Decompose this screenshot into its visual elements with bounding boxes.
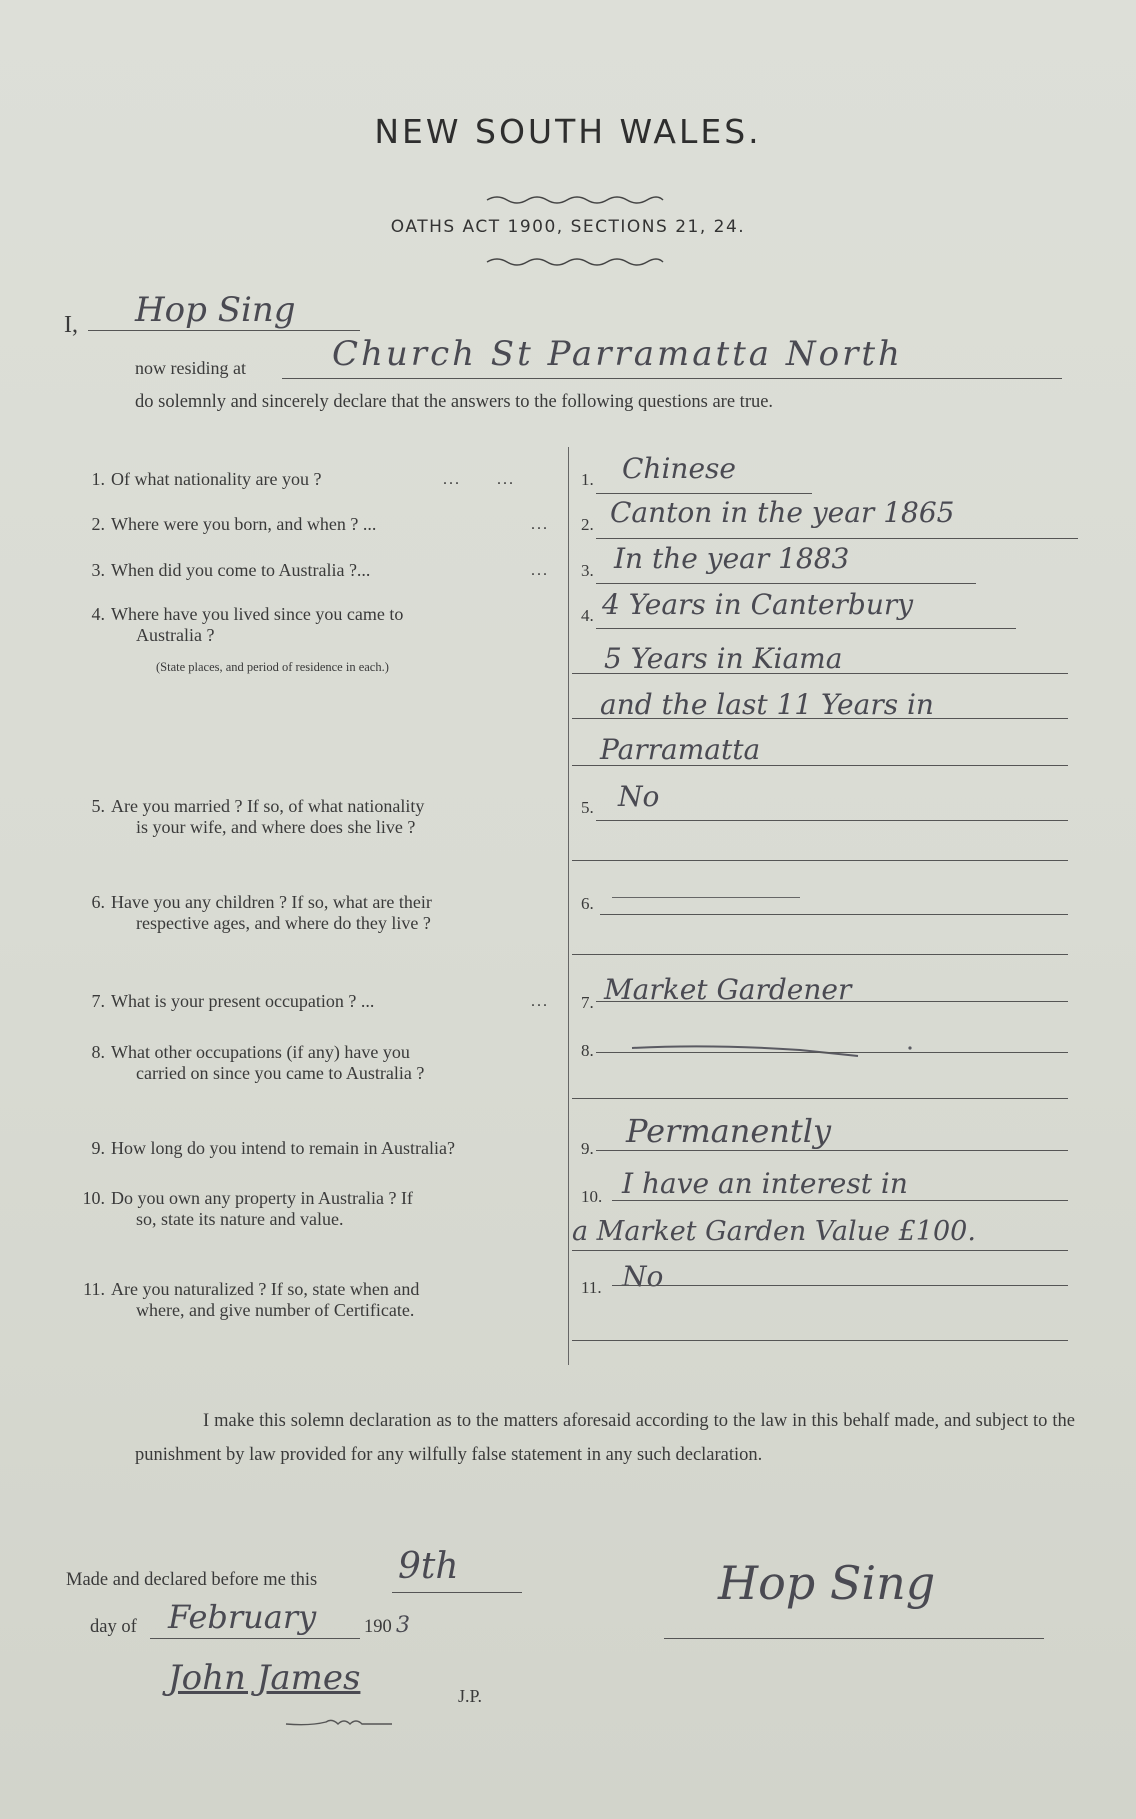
residing-label: now residing at: [135, 358, 246, 378]
answer-4-line-2[interactable]: 5 Years in Kiama: [604, 642, 843, 675]
question-text: Do you own any property in Australia ? If: [111, 1188, 413, 1208]
residence-value[interactable]: Church St Parramatta North: [332, 334, 903, 374]
answer-line: [572, 1250, 1068, 1251]
answer-4-line-1[interactable]: 4 Years in Canterbury: [602, 588, 914, 621]
month-value[interactable]: February: [168, 1598, 317, 1636]
jp-label: J.P.: [458, 1686, 483, 1706]
question-6: [75, 892, 555, 934]
declarant-name[interactable]: Hop Sing: [135, 290, 296, 330]
answer-5[interactable]: No: [618, 780, 660, 813]
made-declared-label: Made and declared before me this: [66, 1570, 318, 1590]
question-7: [75, 991, 555, 1012]
answer-7[interactable]: Market Gardener: [604, 973, 852, 1006]
month-underline: [150, 1638, 360, 1639]
question-dots: ...: [531, 993, 549, 1010]
answer-line: [572, 1340, 1068, 1341]
question-number: 5.: [91, 796, 105, 816]
answer-number: 8.: [581, 1041, 594, 1060]
question-text-cont: Australia ?: [136, 625, 215, 645]
question-text: When did you come to Australia ?...: [111, 560, 371, 580]
question-text-cont: so, state its nature and value.: [136, 1209, 344, 1229]
question-dots: ...: [531, 562, 549, 579]
answer-number: 10.: [581, 1187, 603, 1206]
question-text-cont: is your wife, and where does she live ?: [136, 817, 416, 837]
question-text: What other occupations (if any) have you: [111, 1042, 410, 1062]
form-title: NEW SOUTH WALES.: [374, 112, 762, 151]
question-text: Have you any children ? If so, what are their: [111, 892, 432, 912]
question-text: Where were you born, and when ? ...: [111, 514, 377, 534]
question-text: What is your present occupation ? ...: [111, 991, 375, 1011]
answer-number: 9.: [581, 1139, 594, 1158]
question-text: How long do you intend to remain in Australia?: [111, 1138, 455, 1158]
residence-underline: [282, 378, 1062, 379]
answer-number: 7.: [581, 993, 594, 1012]
day-of-label: day of: [90, 1617, 137, 1637]
answer-number: 11.: [581, 1278, 602, 1297]
question-text-cont: carried on since you came to Australia ?: [136, 1063, 425, 1083]
answer-number: 1.: [581, 470, 594, 489]
question-number: 11.: [83, 1279, 105, 1299]
answer-line: [596, 493, 812, 494]
answer-line: [596, 628, 1016, 629]
answer-2[interactable]: Canton in the year 1865: [610, 496, 955, 529]
answer-line: [600, 914, 1068, 915]
answer-line: [596, 1052, 1068, 1053]
title-flourish: [485, 192, 665, 206]
witness-signature[interactable]: John James: [168, 1658, 361, 1698]
question-text-cont: where, and give number of Certificate.: [136, 1300, 415, 1320]
question-4: [75, 604, 555, 646]
declarant-prefix: I,: [64, 312, 78, 338]
question-number: 4.: [91, 604, 105, 624]
answer-line: [572, 673, 1068, 674]
answer-10-line-1[interactable]: I have an interest in: [622, 1167, 908, 1200]
answer-1[interactable]: Chinese: [622, 452, 736, 485]
name-underline: [88, 330, 360, 331]
form-subtitle: OATHS ACT 1900, SECTIONS 21, 24.: [390, 217, 746, 237]
question-number: 3.: [91, 560, 105, 580]
answer-10-line-2[interactable]: a Market Garden Value £100.: [572, 1216, 976, 1247]
question-8: [75, 1042, 555, 1084]
answer-line: [596, 1150, 1068, 1151]
question-number: 8.: [91, 1042, 105, 1062]
answer-number: 6.: [581, 894, 594, 913]
answer-line: [572, 954, 1068, 955]
question-dots: ...: [531, 516, 549, 533]
answer-line: [572, 718, 1068, 719]
answer-line: [596, 583, 976, 584]
answer-number: 5.: [581, 798, 594, 817]
answer-line: [572, 1098, 1068, 1099]
question-text: Are you naturalized ? If so, state when and: [111, 1279, 420, 1299]
day-value[interactable]: 9th: [398, 1546, 459, 1587]
question-3: [75, 560, 555, 581]
answer-11[interactable]: No: [622, 1260, 664, 1293]
question-10: [75, 1188, 555, 1230]
question-number: 10.: [82, 1188, 105, 1208]
answer-dash: [612, 897, 800, 898]
answer-number: 2.: [581, 515, 594, 534]
answer-4-line-4[interactable]: Parramatta: [600, 733, 761, 766]
declaration-paragraph: I make this solemn declaration as to the matters aforesaid according to the law in this behalf made, and subject to the punishment by law provided for any wilfully false statement in any such declaration.: [135, 1411, 1075, 1465]
answer-number: 4.: [581, 606, 594, 625]
declarant-signature[interactable]: Hop Sing: [718, 1556, 936, 1610]
witness-flourish: [280, 1714, 400, 1730]
question-4-note: (State places, and period of residence in each.): [156, 660, 389, 674]
answer-3[interactable]: In the year 1883: [614, 542, 850, 575]
signature-line: [664, 1638, 1044, 1639]
answer-line: [596, 1001, 1068, 1002]
question-dots: ... ...: [443, 471, 515, 488]
question-text-cont: respective ages, and where do they live ?: [136, 913, 431, 933]
answer-line: [612, 1200, 1068, 1201]
day-underline: [392, 1592, 522, 1593]
question-text: Where have you lived since you came to: [111, 604, 404, 624]
question-9: [75, 1138, 555, 1159]
answer-4-line-3[interactable]: and the last 11 Years in: [600, 688, 934, 721]
answer-line: [596, 538, 1078, 539]
subtitle-flourish: [485, 254, 665, 268]
year-suffix[interactable]: 3: [396, 1613, 410, 1638]
answer-9[interactable]: Permanently: [626, 1112, 832, 1150]
question-5: [75, 796, 555, 838]
question-text: Of what nationality are you ?: [111, 469, 322, 489]
question-11: [75, 1279, 555, 1321]
question-number: 7.: [91, 991, 105, 1011]
answer-line: [572, 860, 1068, 861]
column-divider: [568, 447, 569, 1365]
question-text: Are you married ? If so, of what nationality: [111, 796, 425, 816]
answer-number: 3.: [581, 561, 594, 580]
year-prefix: 190: [364, 1617, 392, 1637]
answer-line: [596, 820, 1068, 821]
question-number: 6.: [91, 892, 105, 912]
question-number: 9.: [91, 1138, 105, 1158]
question-2: [75, 514, 555, 535]
answer-8-stroke: [630, 1036, 930, 1066]
question-number: 2.: [91, 514, 105, 534]
answer-line: [612, 1285, 1068, 1286]
answer-line: [572, 765, 1068, 766]
question-number: 1.: [91, 469, 105, 489]
declare-text: do solemnly and sincerely declare that the answers to the following questions are true.: [135, 392, 774, 412]
